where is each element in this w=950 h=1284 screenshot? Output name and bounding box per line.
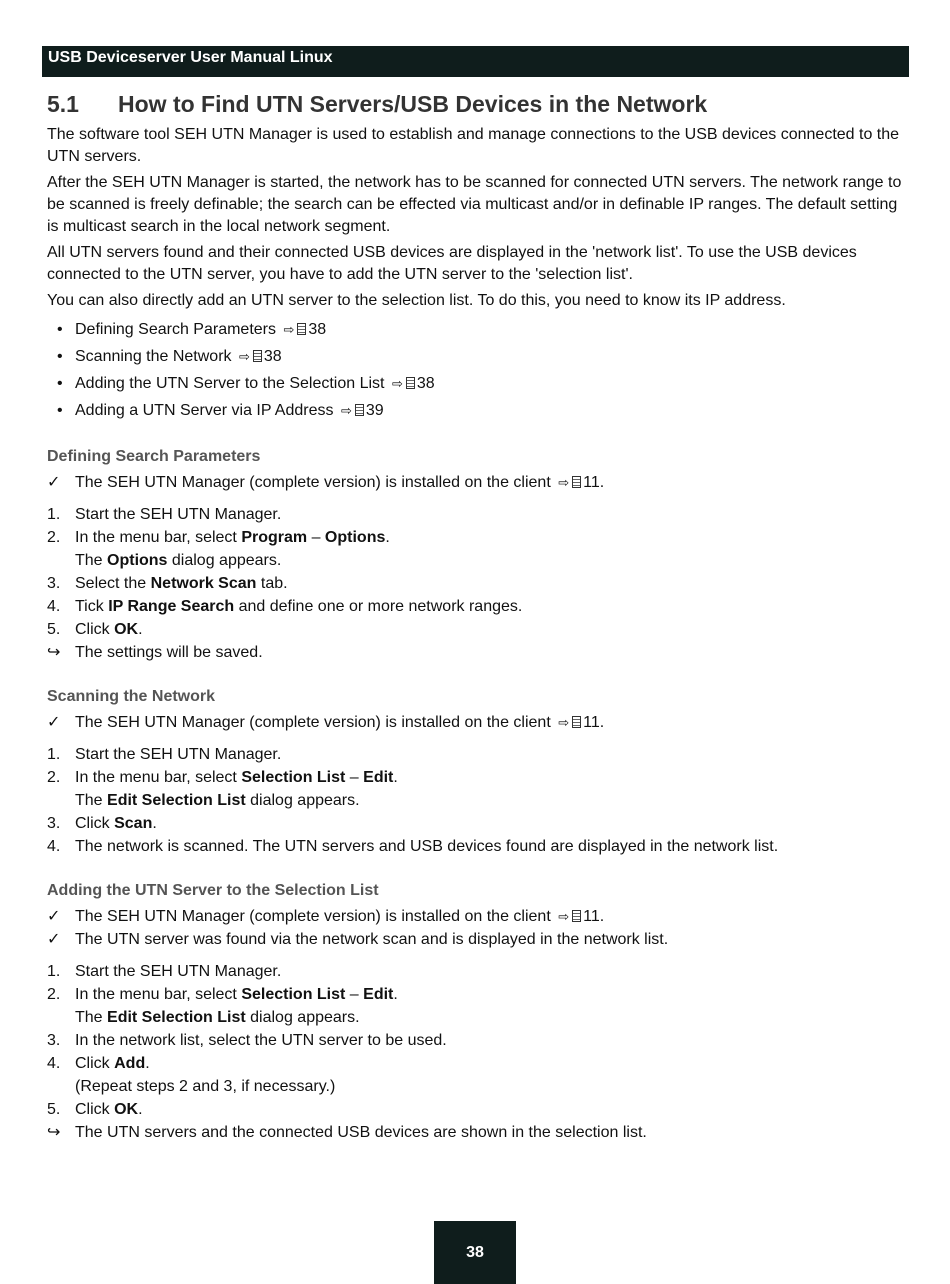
bullet-icon: • bbox=[57, 402, 63, 419]
text-run: In the menu bar, select bbox=[75, 769, 242, 786]
step-number: 3. bbox=[47, 815, 61, 832]
page-reference-link[interactable] bbox=[280, 321, 326, 338]
subsection-heading: Scanning the Network bbox=[47, 688, 216, 705]
cross-reference-list bbox=[47, 316, 909, 424]
document-page-icon bbox=[406, 377, 415, 389]
prerequisites bbox=[47, 471, 909, 494]
page-reference-number: 38 bbox=[308, 321, 327, 338]
instruction-steps bbox=[47, 960, 909, 1144]
result-item bbox=[47, 1121, 909, 1144]
prerequisite-item bbox=[47, 711, 909, 734]
ui-term: Scan bbox=[114, 815, 153, 832]
text-run: . bbox=[138, 1101, 143, 1118]
ui-term: Options bbox=[107, 552, 168, 569]
prerequisite-text bbox=[75, 928, 909, 951]
cross-reference-text bbox=[75, 316, 326, 343]
arrow-icon: ⇨ bbox=[391, 376, 403, 391]
step-text bbox=[75, 618, 909, 641]
step-number: 4. bbox=[47, 598, 61, 615]
text-run: The bbox=[75, 552, 108, 569]
step-line bbox=[75, 503, 909, 526]
result-text: The UTN servers and the connected USB devices are shown in the selection list. bbox=[75, 1124, 647, 1141]
ui-term: Edit Selection List bbox=[107, 792, 246, 809]
step-line bbox=[75, 835, 909, 858]
step-line bbox=[75, 812, 909, 835]
arrow-icon: ⇨ bbox=[340, 403, 352, 418]
instruction-step bbox=[47, 812, 909, 835]
text-run: Click bbox=[75, 815, 115, 832]
step-line bbox=[75, 743, 909, 766]
subsection-heading: Adding the UTN Server to the Selection List bbox=[47, 882, 379, 899]
text-run: In the network list, select the UTN server to be used. bbox=[75, 1032, 447, 1049]
step-line bbox=[75, 766, 909, 789]
text-run: Select the bbox=[75, 575, 151, 592]
step-note bbox=[75, 1075, 909, 1098]
step-line bbox=[75, 1052, 909, 1075]
page-reference-link[interactable] bbox=[338, 402, 384, 419]
step-line bbox=[75, 983, 909, 1006]
ui-term: Network Scan bbox=[150, 575, 257, 592]
step-number: 1. bbox=[47, 963, 61, 980]
instruction-step bbox=[47, 743, 909, 766]
manual-header bbox=[42, 46, 909, 77]
step-number: 4. bbox=[47, 1055, 61, 1072]
section-title: How to Find UTN Servers/USB Devices in the Network bbox=[118, 91, 708, 117]
document-page-icon bbox=[297, 323, 306, 335]
step-text bbox=[75, 1052, 909, 1098]
step-note bbox=[75, 1006, 909, 1029]
text-run: – bbox=[307, 529, 325, 546]
prerequisite-item bbox=[47, 928, 909, 951]
text-run: dialog appears. bbox=[167, 552, 282, 569]
step-number: 5. bbox=[47, 1101, 61, 1118]
step-line bbox=[75, 618, 909, 641]
document-page-icon bbox=[572, 716, 581, 728]
section-number: 5.1 bbox=[47, 91, 79, 117]
cross-reference-label: Adding a UTN Server via IP Address bbox=[75, 402, 338, 419]
text-run: In the menu bar, select bbox=[75, 986, 242, 1003]
arrow-icon: ⇨ bbox=[558, 715, 570, 730]
step-line bbox=[75, 595, 909, 618]
prerequisite-text bbox=[75, 905, 909, 928]
instruction-step bbox=[47, 526, 909, 572]
text-run: . bbox=[145, 1055, 150, 1072]
page-reference-number: 38 bbox=[416, 375, 435, 392]
step-line bbox=[75, 526, 909, 549]
instruction-steps bbox=[47, 503, 909, 664]
instruction-steps bbox=[47, 743, 909, 858]
text-run: The network is scanned. The UTN servers and USB devices found are displayed in the network list. bbox=[75, 838, 779, 855]
document-page-icon bbox=[355, 404, 364, 416]
text-run: The bbox=[75, 792, 108, 809]
page-reference-number: 38 bbox=[263, 348, 282, 365]
text-run: . bbox=[393, 986, 398, 1003]
prerequisite-label: The SEH UTN Manager (complete version) is installed on the client bbox=[75, 908, 556, 925]
step-line bbox=[75, 960, 909, 983]
step-number: 2. bbox=[47, 529, 61, 546]
instruction-step bbox=[47, 835, 909, 858]
step-text bbox=[75, 503, 909, 526]
page-reference-number: 11 bbox=[583, 474, 600, 491]
cross-reference-text bbox=[75, 397, 384, 424]
text-run: . bbox=[599, 908, 605, 925]
prerequisite-item bbox=[47, 905, 909, 928]
result-item bbox=[47, 641, 909, 664]
ui-term: IP Range Search bbox=[108, 598, 235, 615]
check-icon: ✓ bbox=[47, 474, 61, 491]
text-run: Tick bbox=[75, 598, 109, 615]
manual-title: USB Deviceserver User Manual Linux bbox=[48, 49, 333, 66]
instruction-step bbox=[47, 983, 909, 1029]
text-run: dialog appears. bbox=[245, 792, 360, 809]
text-run: . bbox=[599, 474, 605, 491]
instruction-step bbox=[47, 1029, 909, 1052]
arrow-icon: ⇨ bbox=[238, 349, 250, 364]
cross-reference-item bbox=[47, 397, 909, 424]
cross-reference-label: Defining Search Parameters bbox=[75, 321, 281, 338]
prerequisite-text bbox=[75, 471, 909, 494]
text-run: . bbox=[393, 769, 398, 786]
text-run: Start the SEH UTN Manager. bbox=[75, 506, 282, 523]
result-text: The settings will be saved. bbox=[75, 644, 263, 661]
bullet-icon: • bbox=[57, 375, 63, 392]
instruction-step bbox=[47, 766, 909, 812]
check-icon: ✓ bbox=[47, 908, 61, 925]
text-run: Start the SEH UTN Manager. bbox=[75, 746, 282, 763]
text-run: In the menu bar, select bbox=[75, 529, 242, 546]
text-run: tab. bbox=[256, 575, 288, 592]
page-number bbox=[434, 1221, 516, 1284]
subsections bbox=[47, 446, 909, 1144]
text-run: – bbox=[345, 986, 364, 1003]
text-run: . bbox=[138, 621, 143, 638]
step-line bbox=[75, 1098, 909, 1121]
intro-paragraph: All UTN servers found and their connected USB devices are displayed in the 'network list'. To use the USB devices connected to the UTN server, you have to add the UTN server to the 'selection list'. bbox=[47, 244, 857, 283]
page-reference-number: 11 bbox=[583, 714, 600, 731]
cross-reference-label: Scanning the Network bbox=[75, 348, 236, 365]
step-text bbox=[75, 526, 909, 572]
step-line bbox=[75, 1029, 909, 1052]
instruction-step bbox=[47, 503, 909, 526]
page-reference-link[interactable] bbox=[236, 348, 282, 365]
step-number: 2. bbox=[47, 769, 61, 786]
step-text bbox=[75, 960, 909, 983]
page-content bbox=[47, 90, 909, 1144]
prerequisite-label: The UTN server was found via the network scan and is displayed in the network list. bbox=[75, 931, 669, 948]
arrow-icon: ⇨ bbox=[558, 909, 570, 924]
step-text bbox=[75, 595, 909, 618]
step-number: 3. bbox=[47, 575, 61, 592]
step-number: 1. bbox=[47, 746, 61, 763]
prerequisite-item bbox=[47, 471, 909, 494]
page-reference-number: 39 bbox=[365, 402, 384, 419]
step-text bbox=[75, 812, 909, 835]
page-number-label: 38 bbox=[466, 1243, 484, 1261]
prerequisite-label: The SEH UTN Manager (complete version) is installed on the client bbox=[75, 474, 556, 491]
text-run: dialog appears. bbox=[245, 1009, 360, 1026]
step-number: 2. bbox=[47, 986, 61, 1003]
result-arrow-icon: ↪ bbox=[47, 1124, 61, 1141]
ui-term: Selection List bbox=[241, 769, 346, 786]
page-reference-number: 11 bbox=[583, 908, 600, 925]
text-run: . bbox=[385, 529, 390, 546]
page-reference-link[interactable] bbox=[555, 714, 600, 731]
intro-paragraph: After the SEH UTN Manager is started, the network has to be scanned for connected UTN servers. The network range to be scanned is freely definable; the search can be effected via multicast and/or in definable IP ranges. The default setting is multicast search in the local network segment. bbox=[47, 174, 902, 235]
page-reference-link[interactable] bbox=[555, 474, 600, 491]
check-icon: ✓ bbox=[47, 714, 61, 731]
instruction-step bbox=[47, 572, 909, 595]
bullet-icon: • bbox=[57, 321, 63, 338]
text-run: Click bbox=[75, 621, 115, 638]
ui-term: OK bbox=[114, 621, 139, 638]
step-note bbox=[75, 549, 909, 572]
text-run: (Repeat steps 2 and 3, if necessary.) bbox=[75, 1078, 336, 1095]
step-text bbox=[75, 983, 909, 1029]
step-text bbox=[75, 1098, 909, 1121]
text-run: . bbox=[152, 815, 157, 832]
ui-term: Options bbox=[324, 529, 386, 546]
arrow-icon: ⇨ bbox=[558, 475, 570, 490]
step-text bbox=[75, 1029, 909, 1052]
text-run: . bbox=[599, 714, 605, 731]
instruction-step bbox=[47, 618, 909, 641]
step-number: 4. bbox=[47, 838, 61, 855]
prerequisite-label: The SEH UTN Manager (complete version) is installed on the client bbox=[75, 714, 556, 731]
cross-reference-item bbox=[47, 343, 909, 370]
result-arrow-icon: ↪ bbox=[47, 644, 61, 661]
cross-reference-text bbox=[75, 343, 282, 370]
step-note bbox=[75, 789, 909, 812]
ui-term: Edit bbox=[363, 986, 394, 1003]
ui-term: Selection List bbox=[241, 986, 346, 1003]
instruction-step bbox=[47, 1052, 909, 1098]
ui-term: Program bbox=[241, 529, 308, 546]
section-heading bbox=[47, 90, 909, 118]
step-text bbox=[75, 743, 909, 766]
instruction-step bbox=[47, 1098, 909, 1121]
step-number: 1. bbox=[47, 506, 61, 523]
text-run: Click bbox=[75, 1101, 115, 1118]
arrow-icon: ⇨ bbox=[283, 322, 295, 337]
step-text bbox=[75, 835, 909, 858]
instruction-step bbox=[47, 595, 909, 618]
prerequisite-text bbox=[75, 711, 909, 734]
document-page-icon bbox=[572, 476, 581, 488]
step-text bbox=[75, 766, 909, 812]
intro-paragraph: You can also directly add an UTN server to the selection list. To do this, you need to know its IP address. bbox=[47, 292, 786, 309]
prerequisites bbox=[47, 711, 909, 734]
step-number: 3. bbox=[47, 1032, 61, 1049]
ui-term: Add bbox=[114, 1055, 146, 1072]
cross-reference-item bbox=[47, 370, 909, 397]
text-run: Click bbox=[75, 1055, 115, 1072]
cross-reference-text bbox=[75, 370, 435, 397]
step-text bbox=[75, 572, 909, 595]
text-run: and define one or more network ranges. bbox=[234, 598, 523, 615]
cross-reference-item bbox=[47, 316, 909, 343]
page-reference-link[interactable] bbox=[555, 908, 600, 925]
intro-paragraph: The software tool SEH UTN Manager is used to establish and manage connections to the USB devices connected to the UTN servers. bbox=[47, 126, 900, 165]
bullet-icon: • bbox=[57, 348, 63, 365]
instruction-step bbox=[47, 960, 909, 983]
ui-term: Edit Selection List bbox=[107, 1009, 246, 1026]
page-reference-link[interactable] bbox=[389, 375, 435, 392]
ui-term: OK bbox=[114, 1101, 139, 1118]
document-page-icon bbox=[572, 910, 581, 922]
document-page-icon bbox=[253, 350, 262, 362]
step-number: 5. bbox=[47, 621, 61, 638]
check-icon: ✓ bbox=[47, 931, 61, 948]
prerequisites bbox=[47, 905, 909, 951]
step-line bbox=[75, 572, 909, 595]
cross-reference-label: Adding the UTN Server to the Selection List bbox=[75, 375, 389, 392]
text-run: The bbox=[75, 1009, 108, 1026]
text-run: Start the SEH UTN Manager. bbox=[75, 963, 282, 980]
ui-term: Edit bbox=[363, 769, 394, 786]
text-run: – bbox=[345, 769, 364, 786]
subsection-heading: Defining Search Parameters bbox=[47, 448, 261, 465]
